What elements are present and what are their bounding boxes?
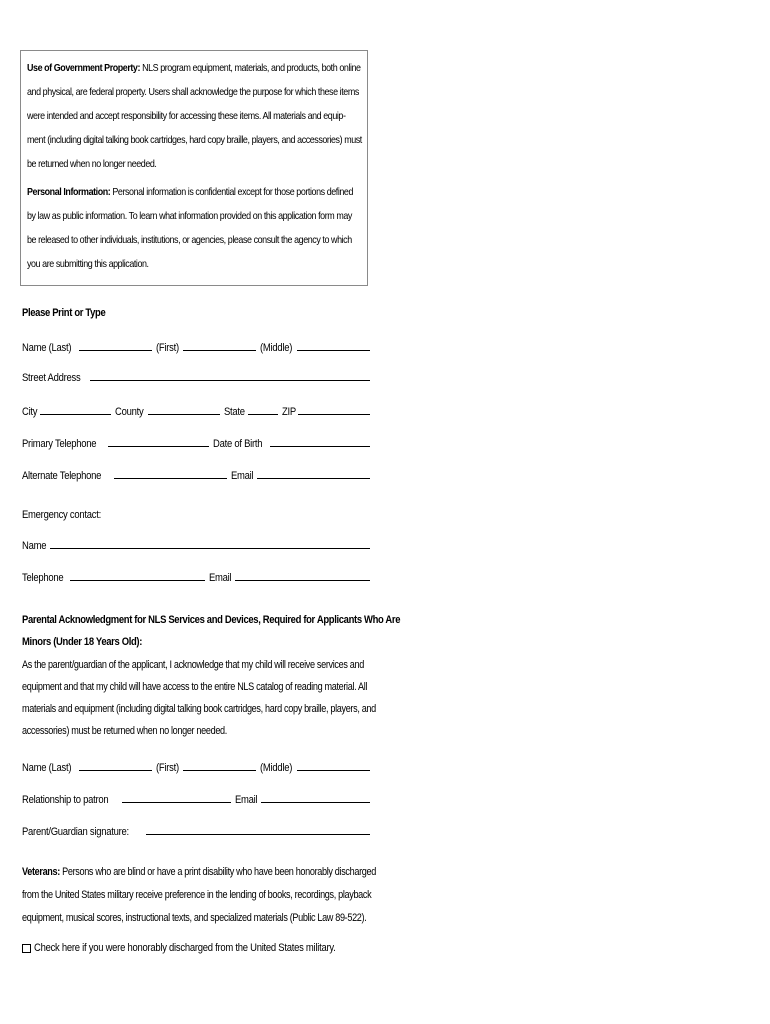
emergency-email-field[interactable] [235,580,370,581]
veteran-checkbox[interactable] [22,944,31,953]
name-middle-field[interactable] [297,350,370,351]
city-state-zip-row [22,402,374,418]
name-middle-label: (Middle) [259,342,292,354]
county-field[interactable] [148,414,220,415]
name-last-field[interactable] [79,350,152,351]
veterans-title: Veterans: [22,866,60,878]
parent-name-last-label: Name (Last) [22,762,72,774]
alt-phone-email-row [22,466,374,482]
parent-email-field[interactable] [261,802,370,803]
veterans-text: Persons who are blind or have a print disability who have been honorably discharged from the United States military receive preference in the lending of books, recordings, playback equipment, musical scores, instructional texts, and specialized materials (Public Law 89-522). [22,866,376,924]
parental-text: As the parent/guardian of the applicant, I acknowledge that my child will receive services and equipment and that my child will have access to the entire NLS catalog of reading material. All materials and equipment (including digital talking book cartridges, hard copy braille, players, and accessories) must be returned when no longer needed. [22,659,376,737]
primary-phone-label: Primary Telephone [22,438,97,450]
parent-name-row [22,758,374,774]
veterans-paragraph [22,861,379,930]
emergency-email-label: Email [209,572,232,584]
name-last-label: Name (Last) [22,342,72,354]
emergency-phone-email-row [22,568,374,584]
alt-phone-field[interactable] [114,478,227,479]
relationship-field[interactable] [122,802,231,803]
relationship-email-row [22,790,374,806]
personal-info-paragraph [27,181,362,277]
parent-name-first-field[interactable] [183,770,256,771]
city-field[interactable] [40,414,112,415]
name-first-field[interactable] [183,350,256,351]
email-field[interactable] [257,478,370,479]
city-label: City [22,406,38,418]
parental-heading-line2: Minors (Under 18 Years Old): [22,636,143,648]
gov-property-paragraph [27,57,362,177]
emergency-name-row [22,536,374,552]
zip-field[interactable] [298,414,370,415]
veteran-checkbox-row [22,942,381,954]
personal-info-title: Personal Information: [27,187,111,198]
gov-property-text: NLS program equipment, materials, and products, both online and physical, are federal property. Users shall acknowledge the purpose for which these items were intended and accept responsibility for accessing these items. All materials and equip-ment (including digital talking book cartridges, hard copy braille, players, and accessories) must be returned when no longer needed. [27,63,362,170]
phone-dob-row [22,434,374,450]
street-address-row [22,368,374,384]
parent-name-middle-field[interactable] [297,770,370,771]
street-address-field[interactable] [90,380,370,381]
street-address-label: Street Address [22,372,81,384]
emergency-phone-label: Telephone [22,572,64,584]
signature-label: Parent/Guardian signature: [22,826,129,838]
name-first-label: (First) [156,342,180,354]
personal-info-text: Personal information is confidential except for those portions defined by law as public information. To learn what information provided on this application form may be released to other individuals, institutions, or agencies, please consult the agency to which you are submitting this application. [27,187,354,270]
print-or-type-heading: Please Print or Type [22,307,106,319]
veteran-checkbox-label: Check here if you were honorably discharged from the United States military. [34,942,336,954]
state-field[interactable] [248,414,278,415]
emergency-phone-field[interactable] [70,580,205,581]
email-label: Email [230,470,254,482]
parent-name-last-field[interactable] [79,770,152,771]
alt-phone-label: Alternate Telephone [22,470,102,482]
zip-label: ZIP [282,406,297,418]
parent-email-label: Email [235,794,258,806]
emergency-heading: Emergency contact: [22,509,101,521]
applicant-name-row [22,338,374,354]
parent-name-first-label: (First) [156,762,180,774]
primary-phone-field[interactable] [108,446,208,447]
state-label: State [224,406,245,418]
relationship-label: Relationship to patron [22,794,109,806]
emergency-name-label: Name [22,540,47,552]
signature-field[interactable] [146,834,370,835]
emergency-heading-row [22,505,374,521]
dob-label: Date of Birth [212,438,262,450]
signature-row [22,822,374,838]
emergency-name-field[interactable] [50,548,370,549]
dob-field[interactable] [270,446,370,447]
parental-heading-line1: Parental Acknowledgment for NLS Services and Devices, Required for Applicants Who Are [22,614,401,626]
notice-box [20,50,368,286]
county-label: County [115,406,144,418]
parent-name-middle-label: (Middle) [259,762,292,774]
gov-property-title: Use of Government Property: [27,63,141,74]
